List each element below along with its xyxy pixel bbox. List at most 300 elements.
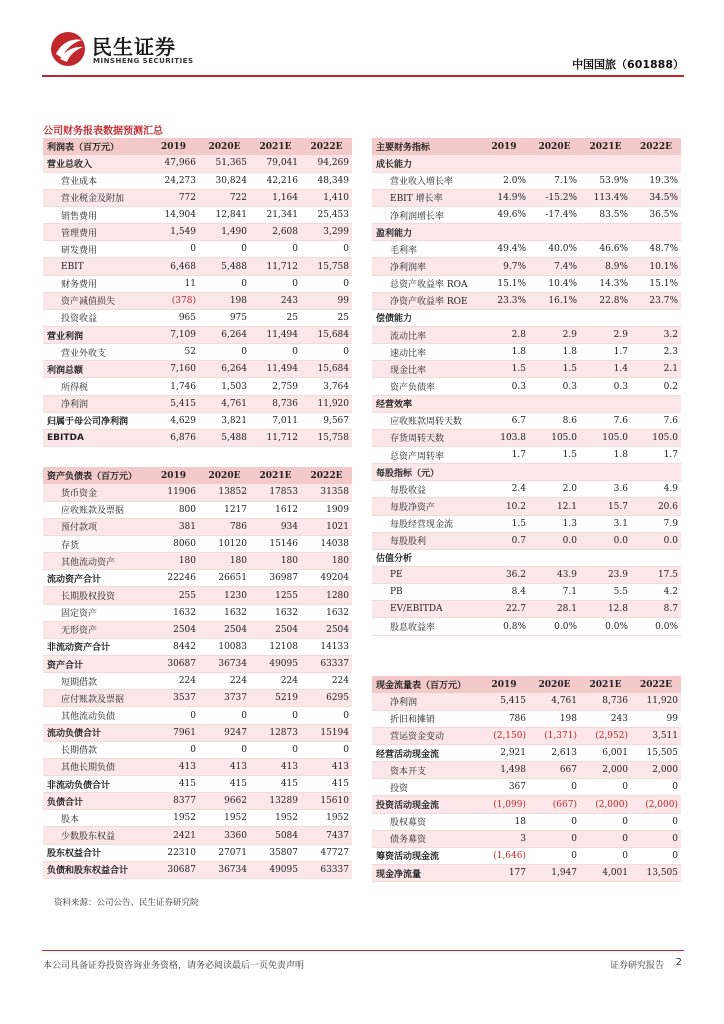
table-cell: 180	[199, 553, 250, 570]
company-ticker: 中国国旅（601888）	[572, 58, 684, 71]
table-row	[372, 762, 681, 779]
year-header: 2022E	[631, 138, 681, 155]
table-cell: 11,712	[250, 258, 301, 275]
table-row	[43, 224, 352, 241]
table-cell: 19.3%	[631, 172, 681, 189]
table-cell: 1,503	[199, 378, 250, 395]
table-cell: 0.8%	[479, 618, 529, 635]
table-cell: 0	[199, 741, 250, 758]
table-cell: 6295	[301, 690, 352, 707]
table-row	[43, 621, 352, 638]
table-cell: 7437	[301, 827, 352, 844]
table-cell: 180	[250, 553, 301, 570]
table-cell: 9.7%	[479, 258, 529, 275]
table-cell: 0.0	[580, 532, 631, 549]
table-row	[372, 189, 681, 206]
table-cell: 25	[301, 309, 352, 326]
table-cell: 10.1%	[631, 258, 681, 275]
row-label: 流动负债合计	[43, 724, 148, 741]
table-cell: 0	[529, 813, 580, 830]
table-row	[372, 567, 681, 584]
table-cell: 1632	[250, 604, 301, 621]
table-row	[372, 378, 681, 395]
table-cell: 14133	[301, 638, 352, 655]
row-label: 其他流动资产	[43, 553, 148, 570]
table-title: 主要财务指标	[372, 138, 479, 155]
table-cell: 113.4%	[580, 189, 631, 206]
table-cell: 36.5%	[631, 207, 681, 224]
table-cell: 224	[148, 673, 199, 690]
table-cell: 415	[148, 776, 199, 793]
row-label: 研发费用	[43, 241, 148, 258]
table-cell: 2.9	[529, 327, 580, 344]
table-row	[372, 361, 681, 378]
table-row	[43, 258, 352, 275]
table-cell: 381	[148, 518, 199, 535]
table-cell: 0	[199, 241, 250, 258]
table-cell: 7,109	[148, 327, 199, 344]
table-cell: 0.0%	[580, 618, 631, 635]
table-cell: 15,758	[301, 429, 352, 446]
row-label: 每股净资产	[372, 498, 479, 515]
table-header-row	[372, 138, 681, 155]
table-cell: 4.9	[631, 481, 681, 498]
table-cell: 1952	[301, 810, 352, 827]
row-label: 营业总收入	[43, 155, 148, 172]
table-cell: 667	[529, 762, 580, 779]
table-row	[43, 518, 352, 535]
page-number: 2	[675, 957, 682, 968]
footer-disclaimer: 本公司具备证券投资咨询业务资格，请务必阅读最后一页免责声明	[43, 961, 305, 971]
table-cell: 6,468	[148, 258, 199, 275]
table-cell: 12.8	[580, 601, 631, 618]
table-cell: 1952	[148, 810, 199, 827]
year-header: 2020E	[529, 138, 580, 155]
table-cell: 4,629	[148, 412, 199, 429]
table-cell	[631, 309, 681, 326]
table-cell: 1230	[199, 587, 250, 604]
table-cell: 22.7	[479, 601, 529, 618]
table-cell: 10.4%	[529, 275, 580, 292]
table-cell: 3,764	[301, 378, 352, 395]
table-cell: 0.0	[631, 532, 681, 549]
table-row	[372, 258, 681, 275]
table-row	[43, 361, 352, 378]
table-cell: 413	[301, 758, 352, 775]
table-cell: 7.6	[580, 412, 631, 429]
table-cell: 15194	[301, 724, 352, 741]
minsheng-logo	[48, 28, 248, 72]
table-cell: 0	[631, 813, 681, 830]
table-cell: 2.4	[479, 481, 529, 498]
table-cell: (2,952)	[580, 727, 631, 744]
table-cell: 14.3%	[580, 275, 631, 292]
table-cell: 965	[148, 309, 199, 326]
table-cell	[580, 224, 631, 241]
table-row	[43, 604, 352, 621]
table-cell: 1,746	[148, 378, 199, 395]
table-cell	[580, 464, 631, 481]
table-cell: 1952	[199, 810, 250, 827]
table-cell: 22246	[148, 570, 199, 587]
table-row	[43, 656, 352, 673]
table-cell: 224	[250, 673, 301, 690]
year-header: 2021E	[580, 138, 631, 155]
table-row	[372, 618, 681, 635]
table-cell: 2.9	[580, 327, 631, 344]
row-label: 现金净流量	[372, 865, 479, 882]
row-label: 长期借款	[43, 741, 148, 758]
table-cell: 15146	[250, 536, 301, 553]
table-cell: 0	[250, 275, 301, 292]
table-cell: 1.8	[580, 447, 631, 464]
table-row	[43, 172, 352, 189]
row-label: 货币资金	[43, 484, 148, 501]
table-row	[43, 429, 352, 446]
table-cell: 43.9	[529, 567, 580, 584]
table-cell: 63337	[301, 861, 352, 878]
table-cell: 0	[631, 847, 681, 864]
table-cell: 15,758	[301, 258, 352, 275]
table-cell: 0	[250, 344, 301, 361]
table-row	[372, 847, 681, 864]
table-cell: 198	[199, 292, 250, 309]
table-cell: 8,736	[250, 395, 301, 412]
table-cell	[580, 395, 631, 412]
table-row	[372, 207, 681, 224]
table-header-row	[43, 467, 352, 484]
row-label: 股息收益率	[372, 618, 479, 635]
table-cell: 0	[580, 847, 631, 864]
table-cell: 0	[301, 241, 352, 258]
table-cell: 1255	[250, 587, 301, 604]
table-cell: 25	[250, 309, 301, 326]
table-row	[372, 601, 681, 618]
table-cell: 1.4	[580, 361, 631, 378]
row-label: 营业收入增长率	[372, 172, 479, 189]
table-cell: 30687	[148, 656, 199, 673]
table-cell: 413	[250, 758, 301, 775]
table-cell: 94,269	[301, 155, 352, 172]
table-cell: 6.7	[479, 412, 529, 429]
table-row	[43, 207, 352, 224]
year-header: 2021E	[250, 138, 301, 155]
table-cell: 28.1	[529, 601, 580, 618]
table-cell: 1.7	[479, 447, 529, 464]
table-cell: 5,415	[148, 395, 199, 412]
table-cell: 1217	[199, 501, 250, 518]
table-cell: 6,264	[199, 327, 250, 344]
table-cell: 36734	[199, 656, 250, 673]
table-cell: 0	[529, 779, 580, 796]
table-row	[372, 515, 681, 532]
table-cell: 18	[479, 813, 529, 830]
table-cell: 7.4%	[529, 258, 580, 275]
table-cell: 3737	[199, 690, 250, 707]
table-cell: 2.0	[529, 481, 580, 498]
row-label: 总资产周转率	[372, 447, 479, 464]
table-row	[43, 553, 352, 570]
table-cell: 35807	[250, 844, 301, 861]
row-label: EV/EBITDA	[372, 601, 479, 618]
table-cell: 52	[148, 344, 199, 361]
section-title: 公司财务报表数据预测汇总	[43, 126, 163, 137]
table-cell: 23.7%	[631, 292, 681, 309]
table-row	[372, 275, 681, 292]
table-cell: 0	[250, 741, 301, 758]
minsheng-logo-icon	[48, 28, 88, 68]
table-cell: 3360	[199, 827, 250, 844]
table-row	[43, 844, 352, 861]
table-cell: 3.1	[580, 515, 631, 532]
footer-divider	[42, 950, 684, 951]
table-cell	[529, 155, 580, 172]
table-cell: 15,684	[301, 327, 352, 344]
table-cell: 413	[199, 758, 250, 775]
table-cell: 13852	[199, 484, 250, 501]
table-row	[372, 224, 681, 241]
table-cell: 36.2	[479, 567, 529, 584]
table-row	[43, 344, 352, 361]
table-title: 资产负债表（百万元）	[43, 467, 148, 484]
table-cell: 30687	[148, 861, 199, 878]
table-cell: 17.5	[631, 567, 681, 584]
row-label: EBIT 增长率	[372, 189, 479, 206]
table-cell: 23.9	[580, 567, 631, 584]
table-cell: 48,349	[301, 172, 352, 189]
table-cell: 3,821	[199, 412, 250, 429]
table-cell	[631, 224, 681, 241]
row-label: 所得税	[43, 378, 148, 395]
table-cell: 1.8	[479, 344, 529, 361]
row-label: 营业外收支	[43, 344, 148, 361]
cash-flow-table	[372, 676, 681, 882]
row-label: 毛利率	[372, 241, 479, 258]
row-label: 预付款项	[43, 518, 148, 535]
table-cell: 49095	[250, 861, 301, 878]
table-cell	[631, 155, 681, 172]
table-cell: 7.1%	[529, 172, 580, 189]
table-row	[372, 710, 681, 727]
table-cell: 0	[199, 275, 250, 292]
table-row	[372, 309, 681, 326]
table-cell: 14.9%	[479, 189, 529, 206]
table-cell	[529, 395, 580, 412]
table-cell: 0.3	[529, 378, 580, 395]
row-label: 资产负债率	[372, 378, 479, 395]
table-cell: 1632	[148, 604, 199, 621]
table-cell: 0.0	[529, 532, 580, 549]
table-cell: 2,921	[479, 745, 529, 762]
table-cell: 255	[148, 587, 199, 604]
table-cell: 5,415	[479, 693, 529, 710]
row-label: 每股经营现金流	[372, 515, 479, 532]
table-row	[372, 292, 681, 309]
table-row	[43, 827, 352, 844]
table-cell: 1,490	[199, 224, 250, 241]
table-cell: 99	[631, 710, 681, 727]
table-cell: 105.0	[529, 429, 580, 446]
table-cell: 5.5	[580, 584, 631, 601]
row-label: PB	[372, 584, 479, 601]
table-cell: 8.7	[631, 601, 681, 618]
table-row	[372, 464, 681, 481]
table-cell: 5084	[250, 827, 301, 844]
table-cell: 11,494	[250, 361, 301, 378]
table-cell: 0	[580, 779, 631, 796]
table-cell: 0.0%	[529, 618, 580, 635]
row-label: 流动资产合计	[43, 570, 148, 587]
table-row	[43, 327, 352, 344]
table-cell: 11	[148, 275, 199, 292]
table-cell: 40.0%	[529, 241, 580, 258]
table-cell: 0.0%	[631, 618, 681, 635]
table-cell: 1.7	[580, 344, 631, 361]
table-cell: 11,494	[250, 327, 301, 344]
row-label: 存货周转天数	[372, 429, 479, 446]
table-cell: 49204	[301, 570, 352, 587]
row-label: 净利润	[372, 693, 479, 710]
table-cell	[529, 224, 580, 241]
table-cell: 0	[631, 779, 681, 796]
row-label: 非流动资产合计	[43, 638, 148, 655]
table-cell: (2,000)	[631, 796, 681, 813]
table-cell: 4,761	[529, 693, 580, 710]
table-row	[43, 861, 352, 878]
table-cell: 79,041	[250, 155, 301, 172]
table-cell: 934	[250, 518, 301, 535]
table-cell	[529, 464, 580, 481]
table-cell: 1909	[301, 501, 352, 518]
header-divider	[42, 75, 684, 77]
table-title: 现金流量表（百万元）	[372, 676, 479, 693]
row-label: 盈利能力	[372, 224, 479, 241]
table-cell: 0	[529, 830, 580, 847]
table-cell: 51,365	[199, 155, 250, 172]
table-row	[43, 793, 352, 810]
table-cell: 2504	[250, 621, 301, 638]
table-cell: 4,761	[199, 395, 250, 412]
table-cell: 3	[479, 830, 529, 847]
row-label: 营业利润	[43, 327, 148, 344]
table-cell	[631, 549, 681, 566]
table-row	[43, 241, 352, 258]
table-cell: 31358	[301, 484, 352, 501]
balance-sheet-table	[43, 467, 352, 879]
table-cell	[479, 155, 529, 172]
table-cell: 2421	[148, 827, 199, 844]
table-cell: 15.7	[580, 498, 631, 515]
table-cell: 0.2	[631, 378, 681, 395]
row-label: 每股收益	[372, 481, 479, 498]
table-cell: 13289	[250, 793, 301, 810]
table-cell: 15.1%	[479, 275, 529, 292]
table-cell: 1,549	[148, 224, 199, 241]
row-label: 净利润	[43, 395, 148, 412]
table-row	[43, 758, 352, 775]
table-cell: 786	[199, 518, 250, 535]
table-row	[372, 327, 681, 344]
table-row	[43, 690, 352, 707]
key-ratios-table	[372, 138, 681, 636]
table-row	[372, 412, 681, 429]
table-cell: 47727	[301, 844, 352, 861]
table-row	[43, 810, 352, 827]
row-label: EBITDA	[43, 429, 148, 446]
table-row	[43, 292, 352, 309]
table-cell: 1.5	[529, 447, 580, 464]
table-row	[43, 673, 352, 690]
table-row	[372, 429, 681, 446]
table-cell: 10083	[199, 638, 250, 655]
table-cell: 48.7%	[631, 241, 681, 258]
table-row	[372, 447, 681, 464]
table-cell: 224	[301, 673, 352, 690]
table-cell: 2,613	[529, 745, 580, 762]
table-cell: 6,001	[580, 745, 631, 762]
table-cell: 2,000	[631, 762, 681, 779]
table-cell: 10.2	[479, 498, 529, 515]
table-cell: 3537	[148, 690, 199, 707]
row-label: 净利润率	[372, 258, 479, 275]
table-row	[43, 275, 352, 292]
table-cell: 49.6%	[479, 207, 529, 224]
table-cell: 0	[301, 344, 352, 361]
table-cell: 20.6	[631, 498, 681, 515]
table-cell: 3,511	[631, 727, 681, 744]
table-cell: 722	[199, 189, 250, 206]
table-row	[372, 745, 681, 762]
table-cell: 8442	[148, 638, 199, 655]
table-cell: 11,712	[250, 429, 301, 446]
table-row	[372, 241, 681, 258]
row-label: 管理费用	[43, 224, 148, 241]
table-cell: 800	[148, 501, 199, 518]
row-label: 投资活动现金流	[372, 796, 479, 813]
row-label: 股本	[43, 810, 148, 827]
table-cell: 7.1	[529, 584, 580, 601]
table-cell: 36734	[199, 861, 250, 878]
table-cell: 12.1	[529, 498, 580, 515]
table-row	[43, 309, 352, 326]
row-label: 无形资产	[43, 621, 148, 638]
table-cell: (2,150)	[479, 727, 529, 744]
table-cell: 9,567	[301, 412, 352, 429]
table-cell: 1.5	[529, 361, 580, 378]
table-cell: 46.6%	[580, 241, 631, 258]
year-header: 2019	[479, 676, 529, 693]
table-row	[372, 796, 681, 813]
logo-cn-text: 民生证券	[92, 35, 176, 59]
table-cell: 30,824	[199, 172, 250, 189]
table-row	[372, 395, 681, 412]
table-cell	[479, 464, 529, 481]
table-cell: 7.6	[631, 412, 681, 429]
table-cell: 2.3	[631, 344, 681, 361]
table-cell: 14,904	[148, 207, 199, 224]
row-label: 投资收益	[43, 309, 148, 326]
row-label: 总资产收益率 ROA	[372, 275, 479, 292]
table-cell: 0	[301, 275, 352, 292]
table-cell: 47,966	[148, 155, 199, 172]
table-cell: 15,684	[301, 361, 352, 378]
row-label: 经营效率	[372, 395, 479, 412]
year-header: 2021E	[580, 676, 631, 693]
year-header: 2022E	[631, 676, 681, 693]
table-cell: 8.9%	[580, 258, 631, 275]
table-cell: 49095	[250, 656, 301, 673]
table-cell: 0	[199, 344, 250, 361]
